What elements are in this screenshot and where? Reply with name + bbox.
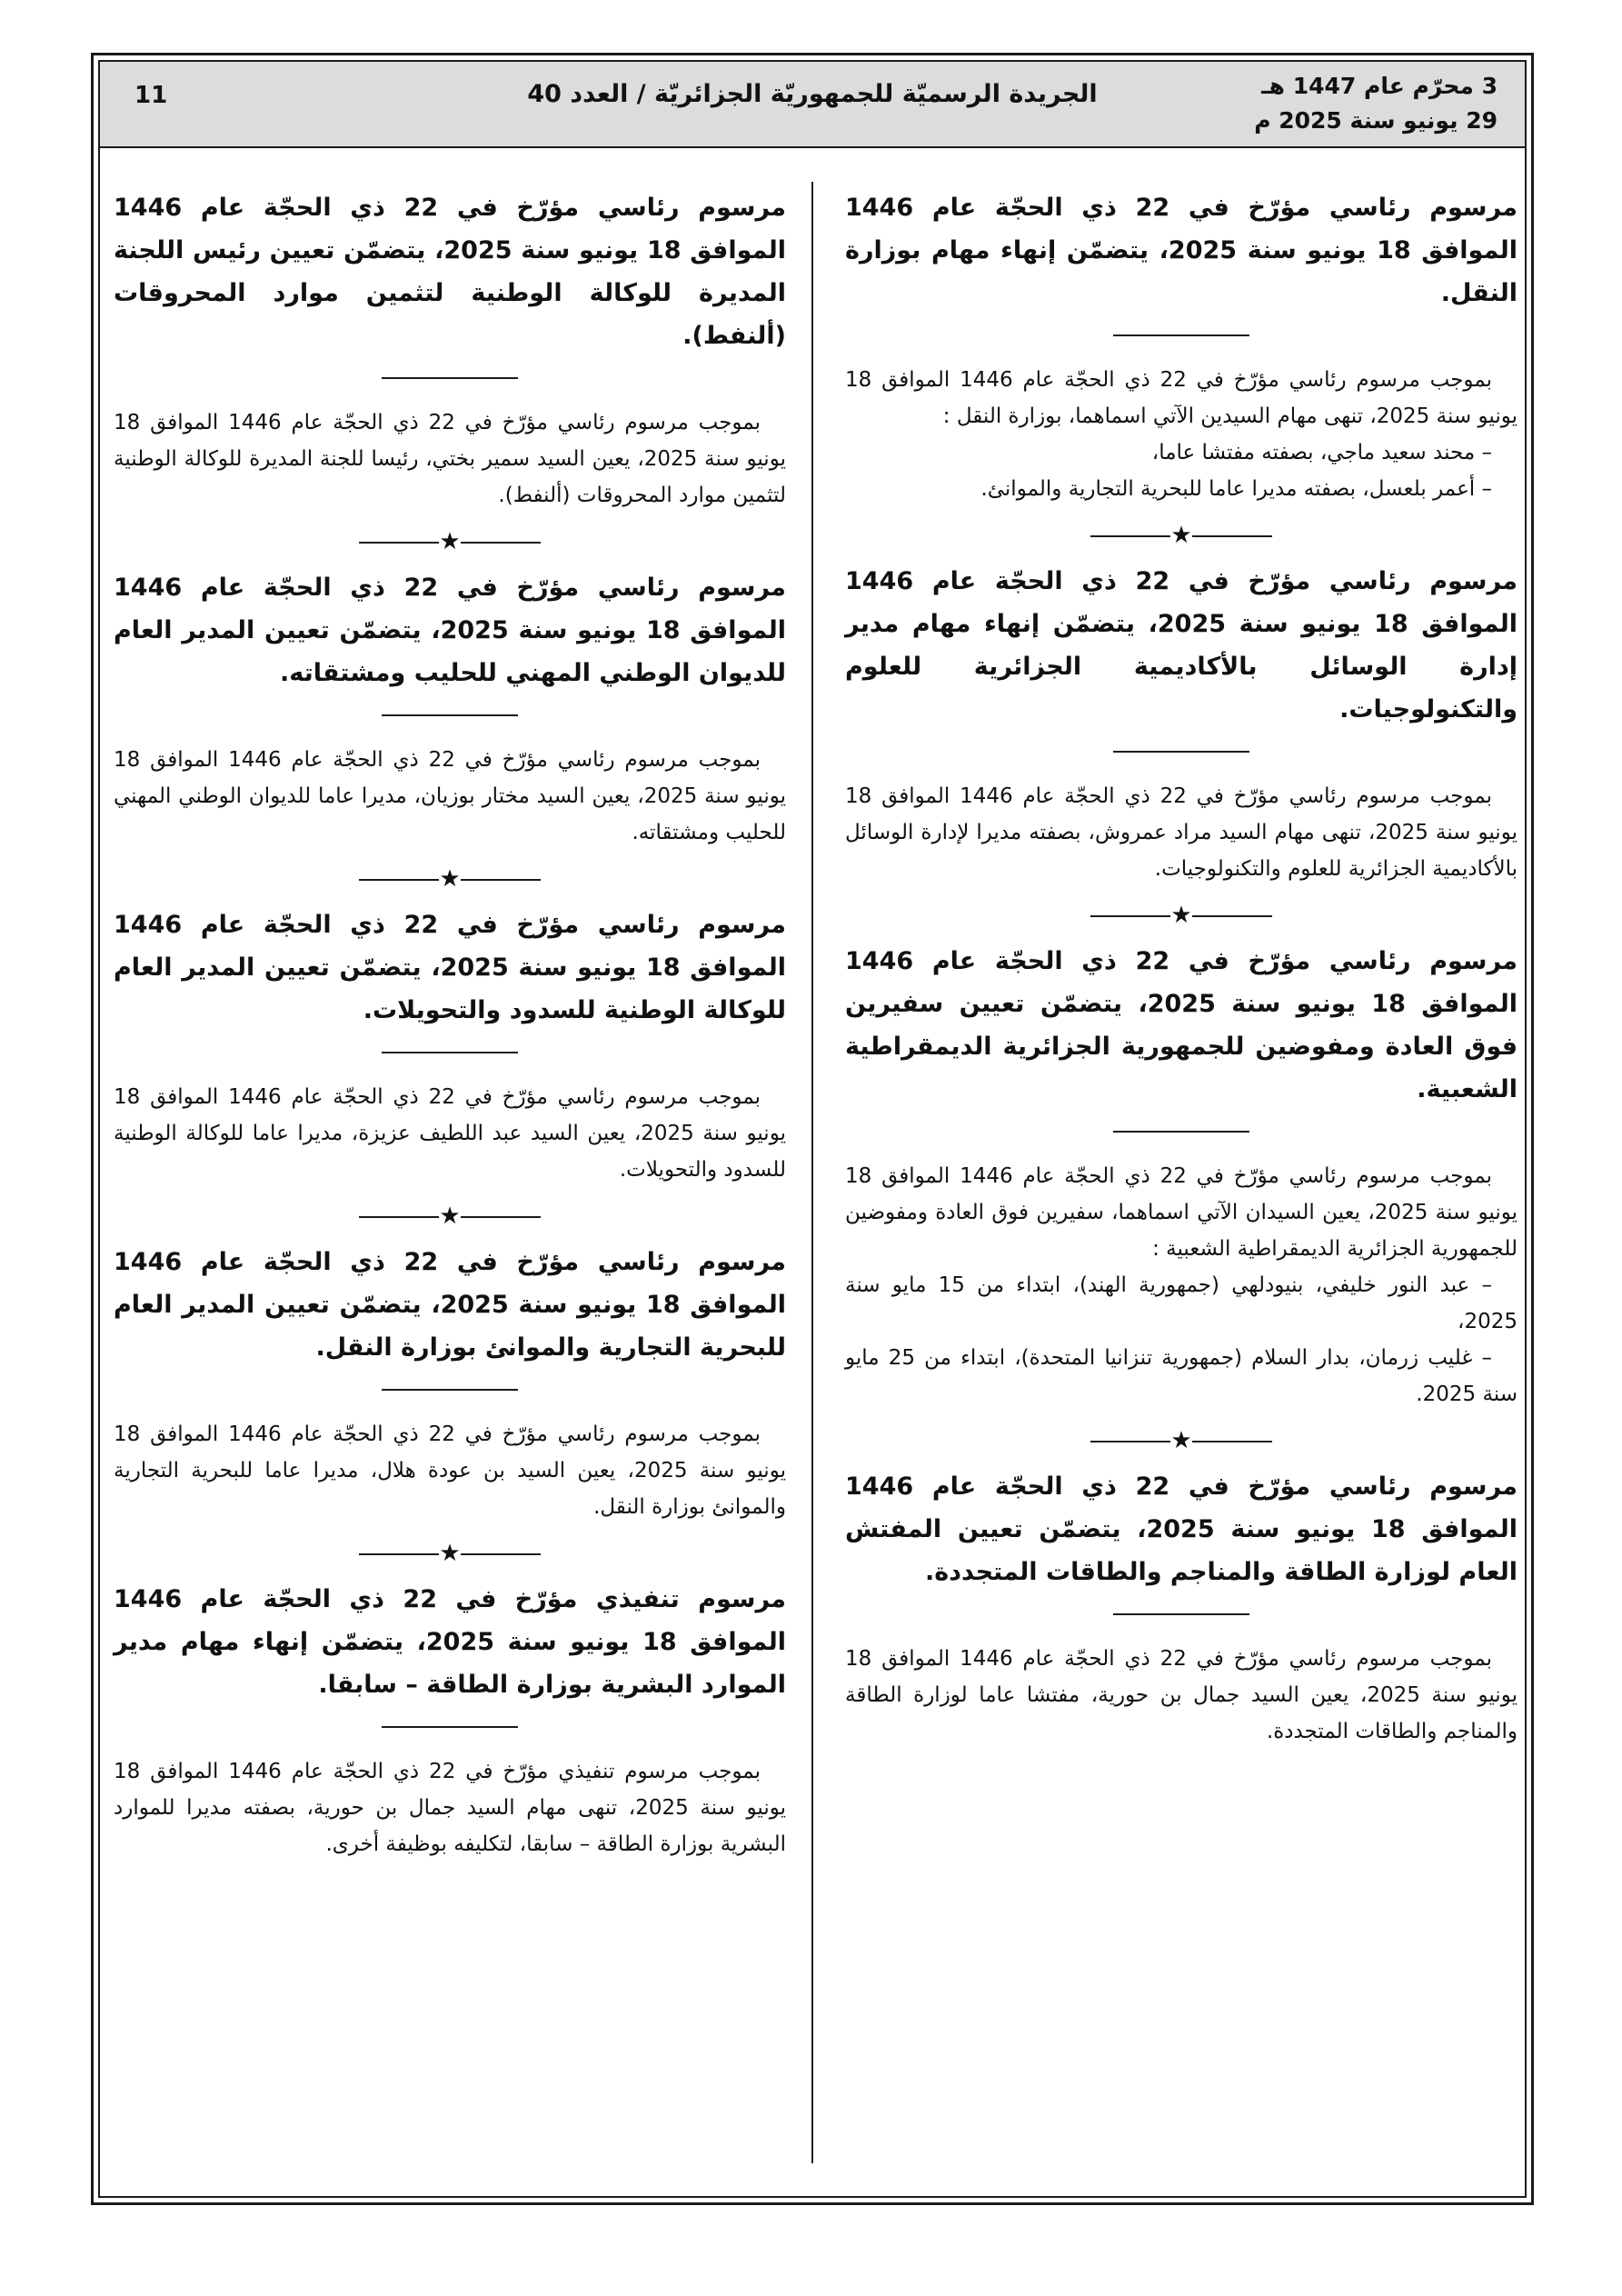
decree-list-item: – غليب زرمان، بدار السلام (جمهورية تنزانيا المتحدة)، ابتداء من 25 مايو سنة 2025. — [845, 1346, 1518, 1406]
decree-body — [114, 404, 786, 514]
star-icon: ★ — [1170, 522, 1192, 549]
decree-title: مرسوم رئاسي مؤرّخ في 22 ذي الحجّة عام 1446 الموافق 18 يونيو سنة 2025، يتضمّن تعيين المفتش العام لوزارة الطاقة والمناجم والطاقات المتجددة. — [845, 1472, 1518, 1586]
title-rule — [1113, 1613, 1249, 1615]
decree-body — [845, 1158, 1518, 1413]
decree-body — [845, 778, 1518, 887]
star-separator — [359, 1201, 541, 1232]
decree-section — [845, 940, 1518, 1413]
decree-section — [845, 1465, 1518, 1750]
decree-title: مرسوم رئاسي مؤرّخ في 22 ذي الحجّة عام 1446 الموافق 18 يونيو سنة 2025، يتضمّن تعيين المدير العام للوكالة الوطنية للسدود والتحويلات. — [114, 911, 786, 1024]
column-divider — [811, 182, 813, 2163]
decree-section — [114, 186, 786, 514]
decree-section — [845, 560, 1518, 887]
decree-paragraph: بموجب مرسوم رئاسي مؤرّخ في 22 ذي الحجّة عام 1446 الموافق 18 يونيو سنة 2025، يعين السيد مختار بوزيان، مديرا عاما للديوان الوطني المهني للحليب ومشتقاته. — [114, 748, 787, 844]
decree-list-item: – عبد النور خليفي، بنيودلهي (جمهورية الهند)، ابتداء من 15 مايو سنة 2025، — [845, 1273, 1518, 1333]
left-column — [114, 186, 786, 1862]
decree-body — [114, 742, 786, 851]
decree-title: مرسوم رئاسي مؤرّخ في 22 ذي الحجّة عام 1446 الموافق 18 يونيو سنة 2025، يتضمّن تعيين سفيرين فوق العادة ومفوضين للجمهورية الجزائرية الديمقراطية الشعبية. — [845, 947, 1518, 1103]
decree-section — [114, 566, 786, 851]
decree-paragraph: بموجب مرسوم رئاسي مؤرّخ في 22 ذي الحجّة عام 1446 الموافق 18 يونيو سنة 2025، يعين السيد سمير بختي، رئيسا للجنة المديرة للوكالة الوطنية لتثمين موارد المحروقات (ألنفط). — [114, 411, 786, 507]
star-separator — [1090, 520, 1272, 551]
star-icon: ★ — [439, 1203, 461, 1230]
decree-title: مرسوم رئاسي مؤرّخ في 22 ذي الحجّة عام 1446 الموافق 18 يونيو سنة 2025، يتضمّن تعيين المدير العام للبحرية التجارية والموانئ بوزارة النقل. — [114, 1248, 786, 1362]
decree-body — [845, 362, 1518, 507]
decree-paragraph: بموجب مرسوم رئاسي مؤرّخ في 22 ذي الحجّة عام 1446 الموافق 18 يونيو سنة 2025، تنهى مهام السيدين الآتي اسماهما، بوزارة النقل : — [845, 368, 1518, 428]
decree-title: مرسوم رئاسي مؤرّخ في 22 ذي الحجّة عام 1446 الموافق 18 يونيو سنة 2025، يتضمّن إنهاء مهام بوزارة النقل. — [845, 194, 1518, 307]
star-icon: ★ — [439, 528, 461, 555]
decree-paragraph: بموجب مرسوم رئاسي مؤرّخ في 22 ذي الحجّة عام 1446 الموافق 18 يونيو سنة 2025، يعين السيد جمال بن حورية، مفتشا عاما لوزارة الطاقة والمناجم والطاقات المتجددة. — [845, 1647, 1518, 1743]
star-separator — [359, 863, 541, 894]
title-rule — [382, 1726, 518, 1728]
decree-paragraph: بموجب مرسوم رئاسي مؤرّخ في 22 ذي الحجّة عام 1446 الموافق 18 يونيو سنة 2025، يعين السيدان الآتي اسماهما، سفيرين فوق العادة ومفوضين للجمهورية الجزائرية الديمقراطية الشعبية : — [845, 1164, 1518, 1261]
star-icon: ★ — [439, 1540, 461, 1567]
decree-paragraph: بموجب مرسوم رئاسي مؤرّخ في 22 ذي الحجّة عام 1446 الموافق 18 يونيو سنة 2025، يعين السيد عبد اللطيف عزيزة، مديرا عاما للوكالة الوطنية للسدود والتحويلات. — [114, 1085, 786, 1182]
title-rule — [382, 377, 518, 379]
decree-body — [114, 1416, 786, 1525]
decree-paragraph: بموجب مرسوم تنفيذي مؤرّخ في 22 ذي الحجّة عام 1446 الموافق 18 يونيو سنة 2025، تنهى مهام السيد جمال بن حورية، بصفته مديرا للموارد البشرية بوزارة الطاقة – سابقا، لتكليفه بوظيفة أخرى. — [114, 1760, 786, 1856]
gazette-header — [100, 62, 1525, 148]
decree-paragraph: بموجب مرسوم رئاسي مؤرّخ في 22 ذي الحجّة عام 1446 الموافق 18 يونيو سنة 2025، يعين السيد بن عودة هلال، مديرا عاما للبحرية التجارية والموانئ بوزارة النقل. — [114, 1423, 786, 1519]
decree-body — [845, 1641, 1518, 1750]
decree-body — [114, 1753, 786, 1862]
star-icon: ★ — [439, 865, 461, 893]
star-icon: ★ — [1170, 1427, 1192, 1454]
decree-section — [114, 903, 786, 1188]
title-rule — [382, 714, 518, 716]
star-separator — [359, 1538, 541, 1569]
page-number: 11 — [134, 82, 168, 109]
decree-title: مرسوم رئاسي مؤرّخ في 22 ذي الحجّة عام 1446 الموافق 18 يونيو سنة 2025، يتضمّن تعيين رئيس اللجنة المديرة للوكالة الوطنية لتثمين موارد المحروقات (ألنفط). — [114, 194, 786, 350]
title-rule — [1113, 1131, 1249, 1133]
decree-title: مرسوم رئاسي مؤرّخ في 22 ذي الحجّة عام 1446 الموافق 18 يونيو سنة 2025، يتضمّن إنهاء مهام مدير إدارة الوسائل بالأكاديمية الجزائرية للعلوم والتكنولوجيات. — [845, 567, 1518, 724]
decree-paragraph: بموجب مرسوم رئاسي مؤرّخ في 22 ذي الحجّة عام 1446 الموافق 18 يونيو سنة 2025، تنهى مهام السيد مراد عمروش، بصفته مديرا لإدارة الوسائل بالأكاديمية الجزائرية للعلوم والتكنولوجيات. — [845, 784, 1518, 881]
header-date-hijri: 3 محرّم عام 1447 هـ — [1261, 73, 1498, 99]
star-icon: ★ — [1170, 902, 1192, 929]
decree-title: مرسوم تنفيذي مؤرّخ في 22 ذي الحجّة عام 1446 الموافق 18 يونيو سنة 2025، يتضمّن إنهاء مهام مدير الموارد البشرية بوزارة الطاقة – سابقا. — [114, 1585, 786, 1699]
decree-section — [114, 1578, 786, 1862]
decree-list-item: – أعمر بلعسل، بصفته مديرا عاما للبحرية التجارية والموانئ. — [980, 477, 1492, 501]
decree-section — [114, 1241, 786, 1525]
decree-title: مرسوم رئاسي مؤرّخ في 22 ذي الحجّة عام 1446 الموافق 18 يونيو سنة 2025، يتضمّن تعيين المدير العام للديوان الوطني المهني للحليب ومشتقاته. — [114, 574, 786, 687]
header-date-gregorian: 29 يونيو سنة 2025 م — [1254, 107, 1498, 134]
right-column — [845, 186, 1518, 1750]
title-rule — [382, 1052, 518, 1053]
decree-body — [114, 1079, 786, 1188]
star-separator — [1090, 900, 1272, 931]
header-title: الجريدة الرسميّة للجمهوريّة الجزائريّة / العدد 40 — [527, 80, 1098, 108]
decree-list-item: – محند سعيد ماجي، بصفته مفتشا عاما، — [1151, 441, 1492, 464]
title-rule — [1113, 751, 1249, 753]
decree-section — [845, 186, 1518, 507]
star-separator — [1090, 1425, 1272, 1456]
title-rule — [1113, 334, 1249, 336]
star-separator — [359, 526, 541, 557]
title-rule — [382, 1389, 518, 1391]
